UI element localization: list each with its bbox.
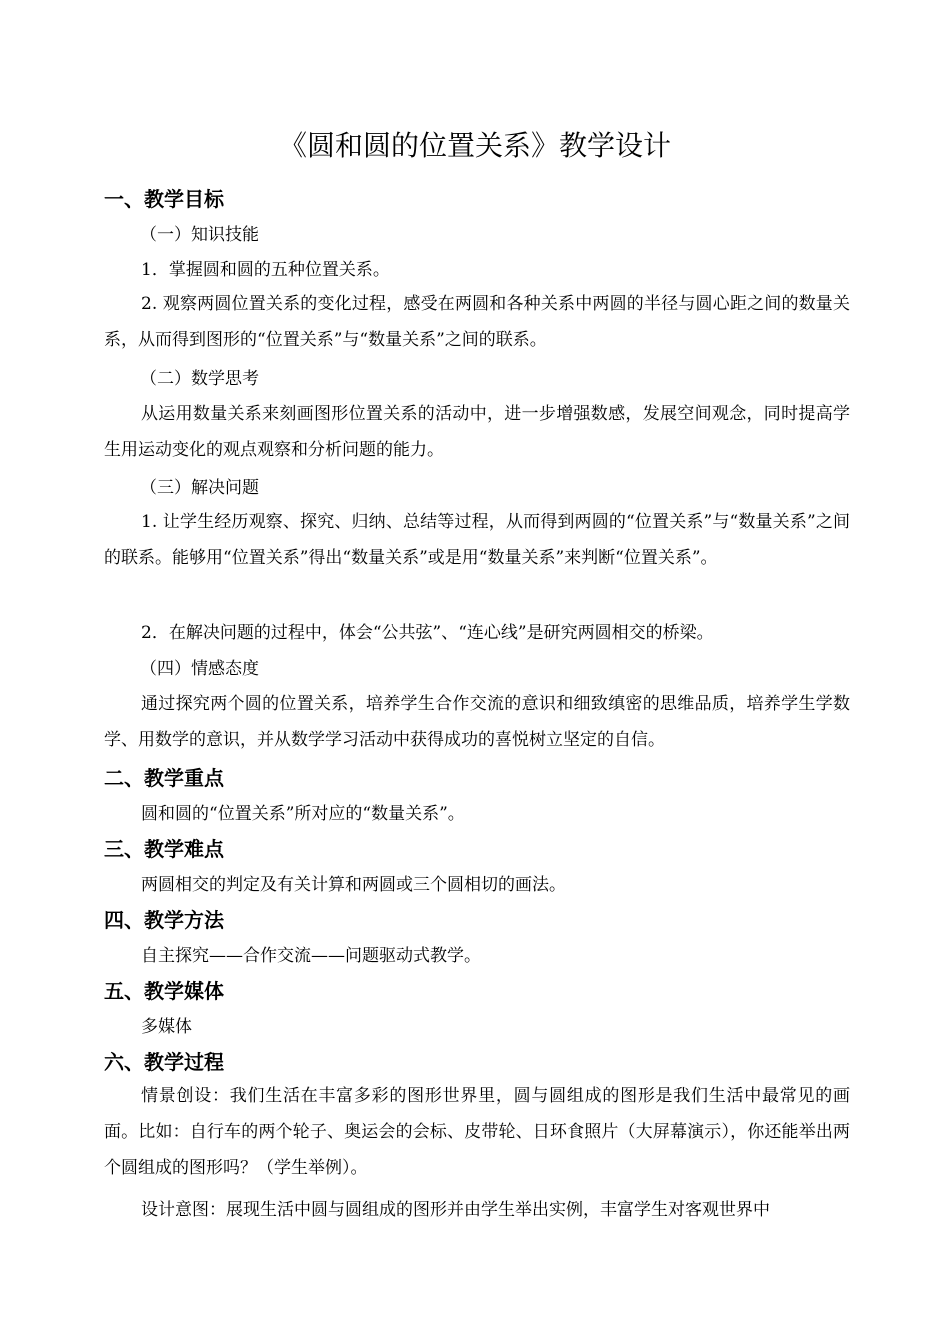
paragraph: 2．在解决问题的过程中，体会“公共弦”、“连心线”是研究两圆相交的桥梁。 (141, 623, 714, 643)
paragraph: 通过探究两个圆的位置关系，培养学生合作交流的意识和细致缜密的思维品质，培养学生学数学、用数学的意识，并从数学学习活动中获得成功的喜悦树立坚定的自信。 (104, 694, 850, 750)
paragraph: 情景创设：我们生活在丰富多彩的图形世界里，圆与圆组成的图形是我们生活中最常见的画面。比如：自行车的两个轮子、奥运会的会标、皮带轮、日环食照片（大屏幕演示），你还能举出两个圆组成的图形吗？（学生举例）。 (104, 1086, 850, 1178)
subheading-attitude: （四）情感态度 (140, 659, 259, 679)
paragraph: 1．掌握圆和圆的五种位置关系。 (141, 260, 390, 280)
section-heading-media: 五、教学媒体 (104, 979, 224, 1003)
section-heading-process: 六、教学过程 (104, 1050, 224, 1074)
subheading-knowledge-skills: （一）知识技能 (140, 225, 259, 245)
paragraph: 圆和圆的“位置关系”所对应的“数量关系”。 (141, 804, 465, 824)
paragraph: 自主探究——合作交流——问题驱动式教学。 (141, 946, 481, 966)
section-heading-methods: 四、教学方法 (104, 908, 224, 932)
subheading-problem-solving: （三）解决问题 (140, 478, 259, 498)
paragraph: 多媒体 (141, 1017, 192, 1037)
subheading-math-thinking: （二）数学思考 (140, 369, 259, 389)
paragraph: 设计意图：展现生活中圆与圆组成的图形并由学生举出实例，丰富学生对客观世界中 (141, 1200, 770, 1220)
section-heading-key-points: 二、教学重点 (104, 766, 224, 790)
paragraph: 从运用数量关系来刻画图形位置关系的活动中，进一步增强数感，发展空间观念，同时提高学生用运动变化的观点观察和分析问题的能力。 (104, 404, 850, 460)
paragraph: 1. 让学生经历观察、探究、归纳、总结等过程，从而得到两圆的“位置关系”与“数量关系”之间的联系。能够用“位置关系”得出“数量关系”或是用“数量关系”来判断“位置关系”。 (104, 512, 850, 568)
paragraph: 2. 观察两圆位置关系的变化过程，感受在两圆和各种关系中两圆的半径与圆心距之间的数量关系，从而得到图形的“位置关系”与“数量关系”之间的联系。 (104, 294, 850, 350)
section-heading-difficulties: 三、教学难点 (104, 837, 224, 861)
document-title: 《圆和圆的位置关系》教学设计 (278, 129, 671, 162)
paragraph: 两圆相交的判定及有关计算和两圆或三个圆相切的画法。 (141, 875, 566, 895)
section-heading-objectives: 一、教学目标 (104, 187, 224, 211)
